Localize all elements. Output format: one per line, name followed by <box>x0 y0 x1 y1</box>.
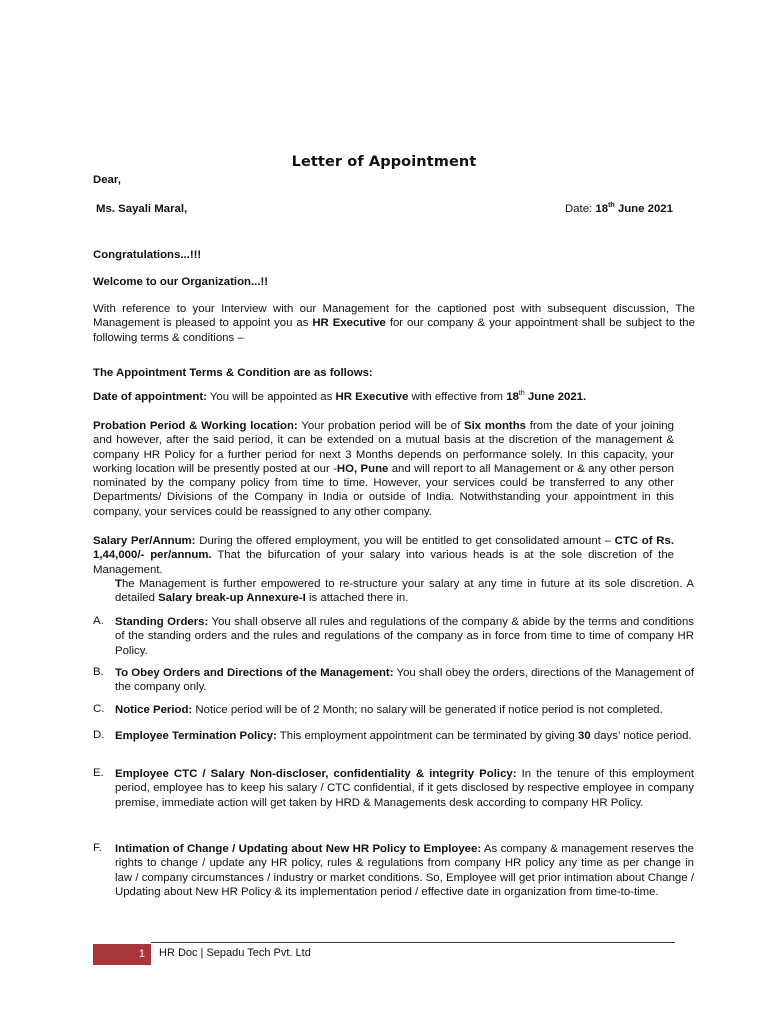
list-marker-b: B. <box>93 666 104 678</box>
letter-title: Letter of Appointment <box>291 154 477 170</box>
standing-orders-item: Standing Orders: You shall observe all rules and regulations of the company & abide by the terms and conditions of the standing orders and the rules and regulations of the company as in force from time to time of company HR Policy. <box>115 616 694 657</box>
list-marker-a: A. <box>93 615 104 627</box>
salary-restructure-paragraph: The Management is further empowered to re-structure your salary at any time in future at its sole discretion. A detailed Salary break-up Annexure-I is attached there in. <box>115 578 694 605</box>
list-marker-c: C. <box>93 703 105 715</box>
notice-period-item: Notice Period: Notice period will be of 2 Month; no salary will be generated if notice period is not completed. <box>115 704 663 716</box>
list-marker-e: E. <box>93 767 104 779</box>
recipient-name: Ms. Sayali Maral, <box>96 203 188 215</box>
list-marker-d: D. <box>93 729 105 741</box>
obey-orders-item: To Obey Orders and Directions of the Management: You shall obey the orders, directions of the Management of the company only. <box>115 667 694 694</box>
salutation: Dear, <box>93 174 121 186</box>
footer-text: HR Doc | Sepadu Tech Pvt. Ltd <box>159 947 311 959</box>
congratulations-line: Congratulations...!!! <box>93 249 202 261</box>
salary-paragraph: Salary Per/Annum: During the offered employment, you will be entitled to get consolidated amount – CTC of Rs. 1,44,000/- per/annum. That the bifurcation of your salary into various heads is at the sole discretion of the Management. <box>93 535 675 576</box>
terms-heading: The Appointment Terms & Condition are as follows: <box>93 367 373 379</box>
list-marker-f: F. <box>93 842 102 854</box>
welcome-line: Welcome to our Organization...!! <box>93 276 269 288</box>
letter-date: Date: 18th June 2021 <box>565 202 673 215</box>
footer-rule <box>151 942 675 943</box>
page-number-badge: 1 <box>93 944 151 965</box>
probation-paragraph: Probation Period & Working location: Your probation period will be of Six months from the date of your joining and however, after the said period, it can be extended on a mutual basis at the discretion of the management & company HR Policy for a further period for next 3 Months depends on performance solely. In this capacity, your working location will be presently posted at our -HO, Pune and will report to all Management or & any other person nominated by the company policy from time to time. However, your services could be transferred to any other Departments/ Divisions of the Company in India or outside of India. Notwithstanding your appointment in this company, your services could be reassigned to any other company. <box>93 420 674 518</box>
date-of-appointment: Date of appointment: You will be appointed as HR Executive with effective from 18th June 2021. <box>93 390 587 403</box>
intro-paragraph: With reference to your Interview with our Management for the captioned post with subsequent discussion, The Management is pleased to appoint you as HR Executive for our company & your appointment shall be subject to the following terms & conditions – <box>93 303 695 344</box>
confidentiality-policy-item: Employee CTC / Salary Non-discloser, confidentiality & integrity Policy: In the tenure of this employment period, employee has to keep his salary / CTC confidential, if it gets disclosed by respective employee in company premise, immediate action will get taken by HRD & Managements desk according to company HR Policy. <box>115 768 694 809</box>
policy-update-item: Intimation of Change / Updating about New HR Policy to Employee: As company & management reserves the rights to change / update any HR policy, rules & regulations from company HR policy any time as per change in law / company circumstances / industry or market conditions. So, Employee will get prior intimation about Change / Updating about New HR Policy & its implementation period / effective date in organization from time-to-time. <box>115 843 694 898</box>
termination-policy-item: Employee Termination Policy: This employment appointment can be terminated by giving 30 days’ notice period. <box>115 730 692 742</box>
